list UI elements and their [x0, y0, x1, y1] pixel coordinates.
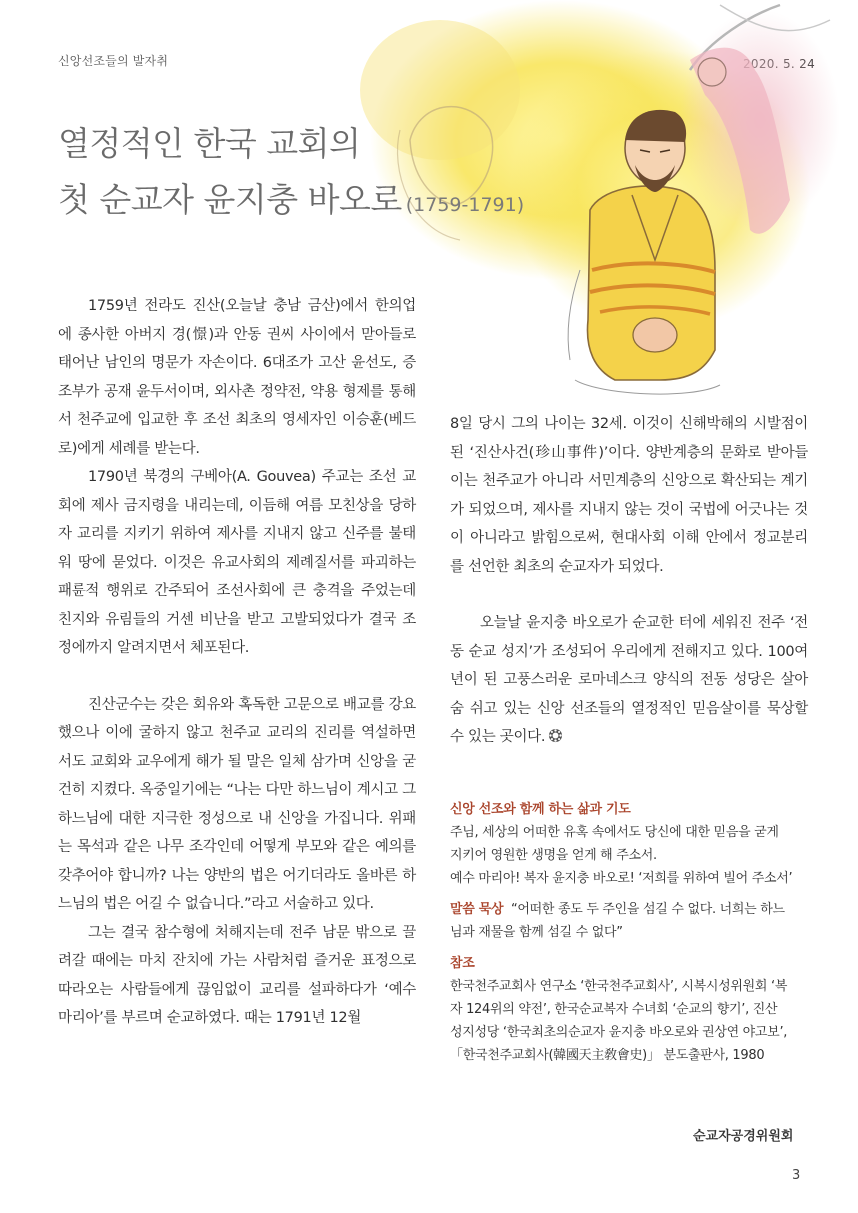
article-title	[58, 116, 524, 233]
article-right-column	[450, 410, 808, 752]
paragraph-ban: 1790년 북경의 구베아(A. Gouvea) 주교는 조선 교회에 제사 금지령을 내리는데, 이듬해 여름 모친상을 당하자 교리를 지키기 위하여 제사를 지내지 않고 신주를 불태워 땅에 묻었다. 이것은 유교사회의 제례질서를 파괴하는 패륜적 행위로 간주되어 조선사회에 큰 충격을 주었는데 친지와 유림들의 거센 비난을 받고 고발되었다가 결국 조정에까지 알려지면서 체포된다.	[58, 469, 416, 656]
title-name: 첫 순교자 윤지충 바오로	[58, 180, 402, 219]
title-line-2	[58, 172, 524, 233]
paragraph-shrine	[450, 609, 808, 752]
reference-line-3: 성지성당 ‘한국최초의순교자 윤지충 바오로와 권상연 야고보’,	[450, 1025, 788, 1040]
shrine-text: 오늘날 윤지충 바오로가 순교한 터에 세워진 전주 ‘전동 순교 성지’가 조성되어 우리에게 전해지고 있다. 100여 년이 된 고풍스러운 로마네스크 양식의 전동 성당은 살아 숨 쉬고 있는 신앙 선조들의 열정적인 믿음살이를 묵상할 수 있는 곳이다.	[450, 615, 808, 745]
paragraph-martyrdom: 그는 결국 참수형에 처해지는데 전주 남문 밖으로 끌려갈 때에는 마치 잔치에 가는 사람처럼 즐거운 표정으로 따라오는 사람들에게 끊임없이 교리를 설파하다가 ‘예수 마리아’를 부르며 순교하였다. 때는 1791년 12월	[58, 924, 416, 1026]
reference-line-4: 「한국천주교회사(韓國天主敎會史)」 분도출판사, 1980	[450, 1048, 765, 1063]
reference-line-1: 한국천주교회사 연구소 ‘한국천주교회사’, 시복시성위원회 ‘복	[450, 979, 788, 994]
paragraph-incident: 8일 당시 그의 나이는 32세. 이것이 신해박해의 시발점이 된 ‘진산사건(珍山事件)’이다. 양반계층의 문화로 받아들이는 천주교가 아니라 서민계층의 신앙으로 확산되는 계기가 되었으며, 제사를 지내지 않는 것이 국법에 어긋나는 것이 아니라고 밝힘으로써, 현대사회 이해 안에서 정교분리를 선언한 최초의 순교자가 되었다.	[450, 416, 808, 575]
reference-line-2: 자 124위의 약전’, 한국순교복자 수녀회 ‘순교의 향기’, 진산	[450, 1002, 778, 1017]
reference-heading: 참조	[450, 956, 475, 971]
prayer-line-3: 예수 마리아! 복자 윤지충 바오로! ‘저희를 위하여 빌어 주소서’	[450, 871, 793, 886]
article-left-column	[58, 292, 416, 1033]
title-years: (1759-1791)	[405, 194, 525, 216]
meditation-label: 말씀 묵상	[450, 902, 504, 917]
prayer-heading: 신앙 선조와 함께 하는 삶과 기도	[450, 802, 631, 817]
committee-name: 순교자공경위원회	[693, 1129, 794, 1144]
paragraph-torture: 진산군수는 갖은 회유와 혹독한 고문으로 배교를 강요했으나 이에 굴하지 않고 천주교 교리의 진리를 역설하면서도 교회와 교우에게 해가 될 말은 일체 삼가며 신앙을 굳건히 지켰다. 옥중일기에는 “나는 다만 하느님이 계시고 그 하느님에 대한 지극한 정성으로 내 신앙을 가집니다. 위패는 목석과 같은 나무 조각인데 어떻게 부모와 같은 예의를 갖추어야 합니까? 나는 양반의 법은 어기더라도 올바른 하느님의 법은 어길 수 없습니다.”라고 서술하고 있다.	[58, 696, 416, 912]
meditation-line-2: 님과 재물을 함께 섬길 수 없다”	[450, 925, 623, 940]
page-number: 3	[792, 1168, 801, 1183]
meditation-text: “어떠한 종도 두 주인을 섬길 수 없다. 너희는 하느	[510, 902, 785, 917]
end-mark-icon	[548, 728, 563, 743]
series-title: 신앙선조들의 발자취	[58, 54, 169, 68]
title-line-1: 열정적인 한국 교회의	[58, 124, 361, 163]
meditation-line-1	[450, 898, 810, 921]
prayer-line-2: 지키어 영원한 생명을 얻게 해 주소서.	[450, 848, 657, 863]
paragraph-birth: 1759년 전라도 진산(오늘날 충남 금산)에서 한의업에 종사한 아버지 경(憬)과 안동 권씨 사이에서 맏아들로 태어난 남인의 명문가 자손이다. 6대조가 고산 윤선도, 증조부가 공재 윤두서이며, 외사촌 정약전, 약용 형제를 통해서 천주교에 입교한 후 조선 최초의 영세자인 이승훈(베드로)에게 세례를 받는다.	[58, 298, 416, 457]
sidebar-notes	[450, 798, 810, 1067]
prayer-line-1: 주님, 세상의 어떠한 유혹 속에서도 당신에 대한 믿음을 굳게	[450, 825, 779, 840]
